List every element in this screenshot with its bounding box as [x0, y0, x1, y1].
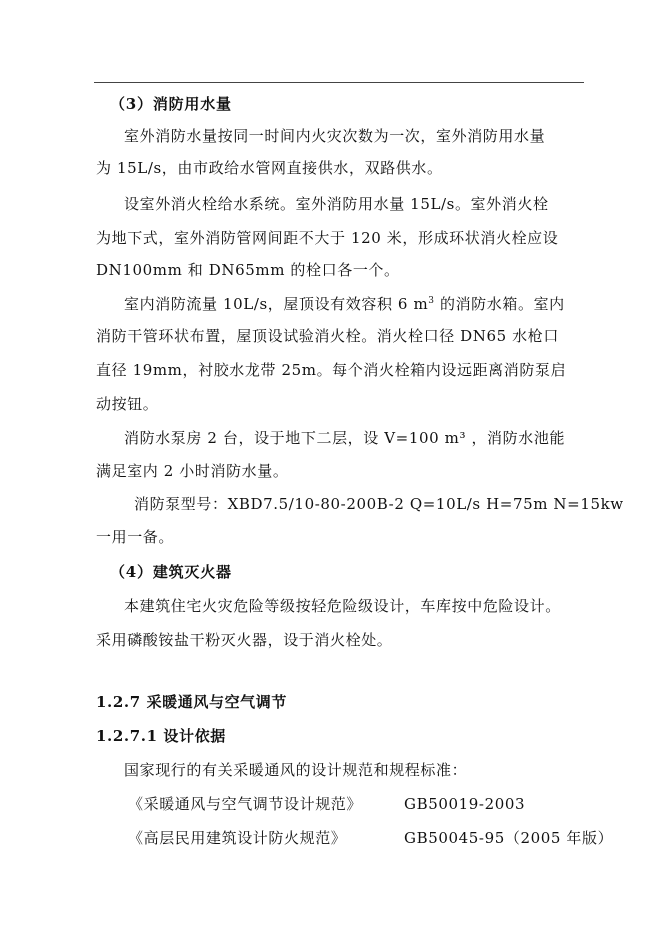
text-run: 的消防水箱。室内 — [434, 295, 565, 313]
text-run: 室内消防流量 10L/s，屋顶设有效容积 6 m — [124, 295, 429, 313]
header-rule — [94, 82, 584, 83]
paragraph-line: 采用磷酸铵盐干粉灭火器，设于消火栓处。 — [96, 631, 393, 649]
paragraph-line: 动按钮。 — [96, 395, 159, 413]
standard-name: 《采暖通风与空气调节设计规范》 — [128, 795, 363, 813]
paragraph-line: 设室外消火栓给水系统。室外消防用水量 15L/s。室外消火栓 — [124, 195, 549, 213]
paragraph-line: 为 15L/s，由市政给水管网直接供水，双路供水。 — [96, 159, 443, 177]
paragraph-line: 室外消防水量按同一时间内火灾次数为一次，室外消防用水量 — [124, 127, 546, 145]
paragraph-line: 消防水泵房 2 台，设于地下二层，设 V=100 m³ ，消防水池能 — [124, 429, 566, 447]
subsection-title: 1.2.7.1 设计依据 — [96, 727, 226, 745]
paragraph-line: 国家现行的有关采暖通风的设计规范和规程标准： — [124, 761, 468, 779]
extinguisher-heading: （4）建筑灭火器 — [110, 563, 232, 581]
standard-code: GB50019-2003 — [404, 795, 526, 813]
fire-water-heading: （3）消防用水量 — [110, 95, 232, 113]
section-title: 1.2.7 采暖通风与空气调节 — [96, 693, 287, 711]
paragraph-line: 本建筑住宅火灾危险等级按轻危险级设计，车库按中危险设计。 — [124, 597, 561, 615]
paragraph-line: 满足室内 2 小时消防水量。 — [96, 462, 289, 480]
paragraph-line: 直径 19mm，衬胶水龙带 25m。每个消火栓箱内设远距离消防泵启 — [96, 361, 567, 379]
paragraph-line: 消防干管环状布置，屋顶设试验消火栓。消火栓口径 DN65 水枪口 — [96, 327, 559, 345]
standard-name: 《高层民用建筑设计防火规范》 — [128, 829, 347, 847]
paragraph-line: DN100mm 和 DN65mm 的栓口各一个。 — [96, 261, 400, 279]
superscript: 3 — [428, 296, 435, 306]
paragraph-line — [124, 294, 565, 314]
paragraph-line: 一用一备。 — [96, 528, 175, 546]
paragraph-line: 为地下式，室外消防管网间距不大于 120 米，形成环状消火栓应设 — [96, 229, 559, 247]
paragraph-line: 消防泵型号：XBD7.5/10-80-200B-2 Q=10L/s H=75m N=15kw — [134, 495, 624, 513]
standard-code: GB50045-95（2005 年版） — [404, 829, 614, 847]
